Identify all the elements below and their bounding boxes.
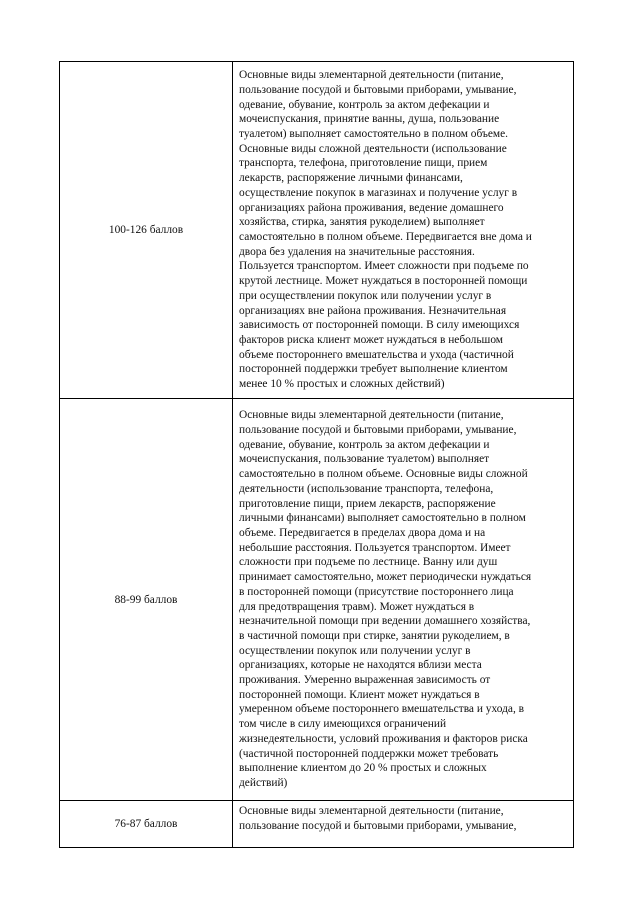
- description-line: принимает самостоятельно, может периодически нуждаться: [239, 571, 532, 584]
- description-line: посторонней поддержки требует выполнение клиентом: [239, 363, 508, 376]
- description-line: Основные виды элементарной деятельности (питание,: [239, 409, 504, 422]
- description-line: организациях района проживания, ведение домашнего: [239, 201, 504, 214]
- description-line: приготовление пищи, прием лекарств, распоряжение: [239, 497, 496, 510]
- description-line: организациях, которые не находятся вблизи места: [239, 659, 482, 672]
- description-line: самостоятельно в полном объеме. Основные виды сложной: [239, 468, 528, 481]
- description-line: мочеиспускания, принятие ванны, душа, пользование: [239, 113, 500, 126]
- description-line: двора без удаления на значительные расстояния.: [239, 245, 475, 258]
- description-line: осуществлении покупок или получении услуг в: [239, 644, 471, 657]
- description-line: мочеиспускания, пользование туалетом) выполняет: [239, 453, 490, 466]
- description-line: факторов риска клиент может нуждаться в небольшом: [239, 333, 504, 346]
- description-line: Пользуется транспортом. Имеет сложности при подъеме по: [239, 260, 529, 273]
- table-row: [60, 62, 574, 399]
- description-line: личными финансами) выполняет самостоятельно в полном: [239, 512, 526, 525]
- table-row: [60, 399, 574, 801]
- description-line: сложности при подъеме по лестнице. Ванну или душ: [239, 556, 498, 569]
- description-line: самостоятельно в полном объеме. Передвигается вне дома и: [239, 231, 532, 243]
- description-line: одевание, обувание, контроль за актом дефекации и: [239, 438, 490, 451]
- description-cell: [233, 399, 574, 801]
- score-cell: 76-87 баллов: [60, 801, 233, 848]
- description-line: выполнение клиентом до 20 % простых и сложных: [239, 762, 487, 775]
- description-line: транспорта, телефона, приготовление пищи, прием: [239, 157, 488, 170]
- description-line: для предотвращения травм). Может нуждаться в: [239, 600, 475, 613]
- description-line: действий): [239, 776, 288, 789]
- description-line: одевание, обувание, контроль за актом дефекации и: [239, 98, 490, 111]
- description-line: лекарств, распоряжение личными финансами,: [239, 172, 463, 185]
- description-line: жизнедеятельности, условий проживания и факторов риска: [239, 732, 528, 745]
- description-line: объеме постороннего вмешательства и ухода (частичной: [239, 348, 514, 361]
- description-line: осуществление покупок в магазинах и получение услуг в: [239, 186, 518, 199]
- score-cell: 88-99 баллов: [60, 399, 233, 801]
- description-line: в посторонней помощи (присутствие постороннего лица: [239, 585, 514, 598]
- description-line: зависимость от посторонней помощи. В силу имеющихся: [239, 319, 520, 332]
- description-line: крутой лестнице. Может нуждаться в посторонней помощи: [239, 275, 528, 288]
- score-cell: 100-126 баллов: [60, 62, 233, 399]
- description-line: Основные виды элементарной деятельности (питание,: [239, 69, 504, 82]
- description-line: том числе в силу имеющихся ограничений: [239, 718, 447, 731]
- description-line: при осуществлении покупок или получении услуг в: [239, 289, 492, 302]
- description-line: в частичной помощи при стирке, занятии рукоделием, в: [239, 629, 510, 642]
- description-line: туалетом) выполняет самостоятельно в полном объеме.: [239, 128, 509, 141]
- description-line: Основные виды сложной деятельности (использование: [239, 142, 507, 155]
- description-line: пользование посудой и бытовыми приборами, умывание,: [239, 83, 517, 96]
- description-line: (частичной посторонней поддержки может требовать: [239, 747, 499, 760]
- description-line: хозяйства, стирка, занятия рукоделием) выполняет: [239, 216, 485, 229]
- description-cell: [233, 62, 574, 399]
- description-line: незначительной помощи при ведении домашнего хозяйства,: [239, 615, 531, 628]
- description-line: объеме. Передвигается в пределах двора дома и на: [239, 526, 486, 539]
- description-line: пользование посудой и бытовыми приборами, умывание,: [239, 424, 517, 437]
- description-line: менее 10 % простых и сложных действий): [239, 378, 445, 391]
- description-line: посторонней помощи. Клиент может нуждаться в: [239, 688, 480, 701]
- description-cell: [233, 801, 574, 848]
- description-line: проживания. Умеренно выраженная зависимость от: [239, 674, 491, 687]
- description-line: небольшие расстояния. Пользуется транспортом. Имеет: [239, 541, 511, 554]
- table-row: [60, 801, 574, 848]
- description-line: умеренном объеме постороннего вмешательства и ухода, в: [239, 703, 525, 716]
- description-line: Основные виды элементарной деятельности (питание,: [239, 805, 504, 817]
- description-line: организациях вне района проживания. Незначительная: [239, 304, 507, 317]
- assessment-table: [59, 61, 574, 848]
- description-line: пользование посудой и бытовыми приборами, умывание,: [239, 819, 517, 832]
- description-line: деятельности (использование транспорта, телефона,: [239, 482, 494, 495]
